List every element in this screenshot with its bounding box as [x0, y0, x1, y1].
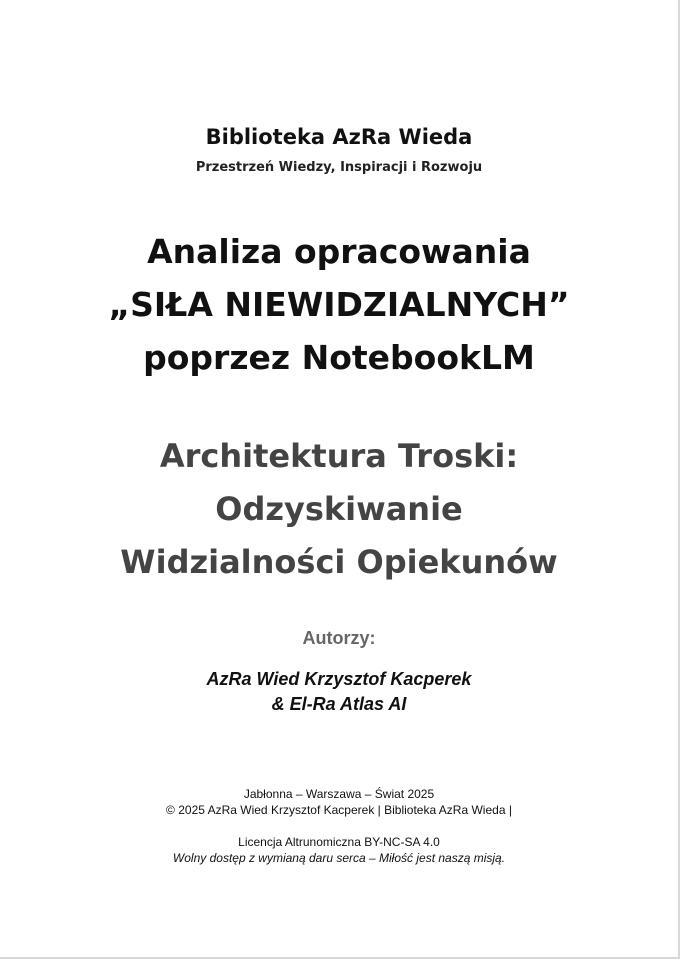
authors-label: Autorzy:	[302, 628, 376, 648]
footer-imprint	[0, 786, 678, 818]
subtitle-line: Widzialności Opiekunów	[120, 543, 558, 581]
library-tagline: Przestrzeń Wiedzy, Inspiracji i Rozwoju	[195, 160, 483, 175]
authors-list	[0, 667, 678, 717]
subtitle-line: Architektura Troski:	[159, 437, 519, 475]
library-name: Biblioteka AzRa Wieda	[205, 125, 473, 149]
footer-place: Jabłonna – Warszawa – Świat 2025	[243, 787, 435, 801]
document-subtitle	[0, 430, 678, 589]
footer-copyright: © 2025 AzRa Wied Krzysztof Kacperek | Biblioteka AzRa Wieda |	[166, 803, 512, 817]
title-line: poprzez NotebookLM	[143, 338, 535, 377]
title-line: „SIŁA NIEWIDZIALNYCH”	[108, 285, 570, 324]
document-title	[0, 225, 678, 384]
author-line: AzRa Wied Krzysztof Kacperek	[206, 669, 472, 689]
footer-motto: Wolny dostęp z wymianą daru serca – Miłość jest naszą misją.	[172, 851, 506, 865]
footer-license-block	[0, 834, 678, 866]
subtitle-line: Odzyskiwanie	[215, 490, 463, 528]
footer-license: Licencja Altrunomiczna BY-NC-SA 4.0	[238, 835, 440, 849]
author-line: & El-Ra Atlas AI	[271, 694, 407, 714]
title-line: Analiza opracowania	[147, 232, 531, 271]
